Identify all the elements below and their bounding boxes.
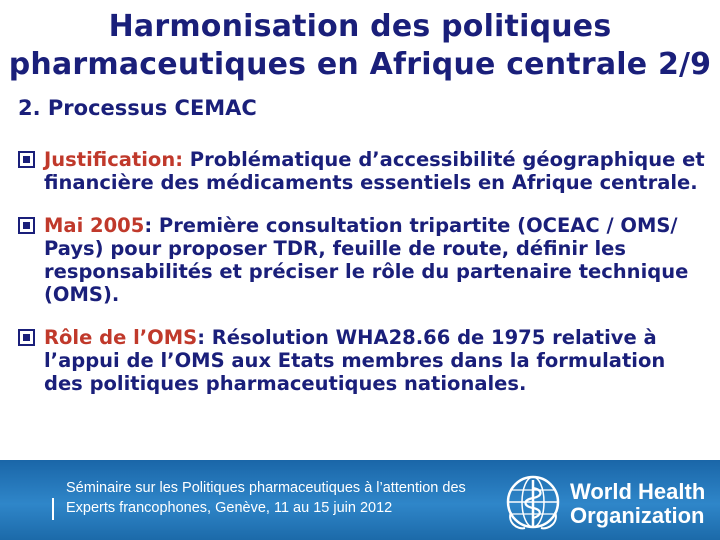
footer-line-2: Experts francophones, Genève, 11 au 15 juin 2012 [66,500,393,516]
bullet-label: Mai 2005 [44,214,145,237]
footer-caption [66,478,466,518]
slide-title-line-1: Harmonisation des politiques [108,9,612,44]
bullet-label: Rôle de l’OMS [44,326,198,349]
slide-title [0,8,720,84]
section-heading: 2. Processus CEMAC [18,96,257,120]
bullet-text: Problématique d’accessibilité géographique et financière des médicaments essentiels en Afrique centrale. [44,148,705,194]
checkbox-bullet-icon [18,217,35,234]
footer-band [0,460,720,540]
who-logo-line-1: World Health [570,479,706,504]
footer-divider [52,498,54,520]
bullet-item-justification [18,148,708,194]
checkbox-bullet-icon [18,151,35,168]
bullet-list [18,148,708,415]
slide-title-line-2: pharmaceutiques en Afrique centrale 2/9 [8,47,712,82]
bullet-label: Justification: [44,148,184,171]
bullet-text: : Première consultation tripartite (OCEAC / OMS/ Pays) pour proposer TDR, feuille de route, définir les responsabilités et préciser le rôle du partenaire technique (OMS). [44,214,689,306]
who-emblem-icon [503,472,563,532]
bullet-item-role-oms [18,326,708,395]
who-logo-line-2: Organization [570,503,705,528]
bullet-text: : Résolution WHA28.66 de 1975 relative à l’appui de l’OMS aux Etats membres dans la formulation des politiques pharmaceutiques nationales. [44,326,666,395]
who-logo-text [570,480,705,528]
bullet-item-mai-2005 [18,214,708,306]
checkbox-bullet-icon [18,329,35,346]
footer-line-1: Séminaire sur les Politiques pharmaceutiques à l’attention des [66,480,466,496]
